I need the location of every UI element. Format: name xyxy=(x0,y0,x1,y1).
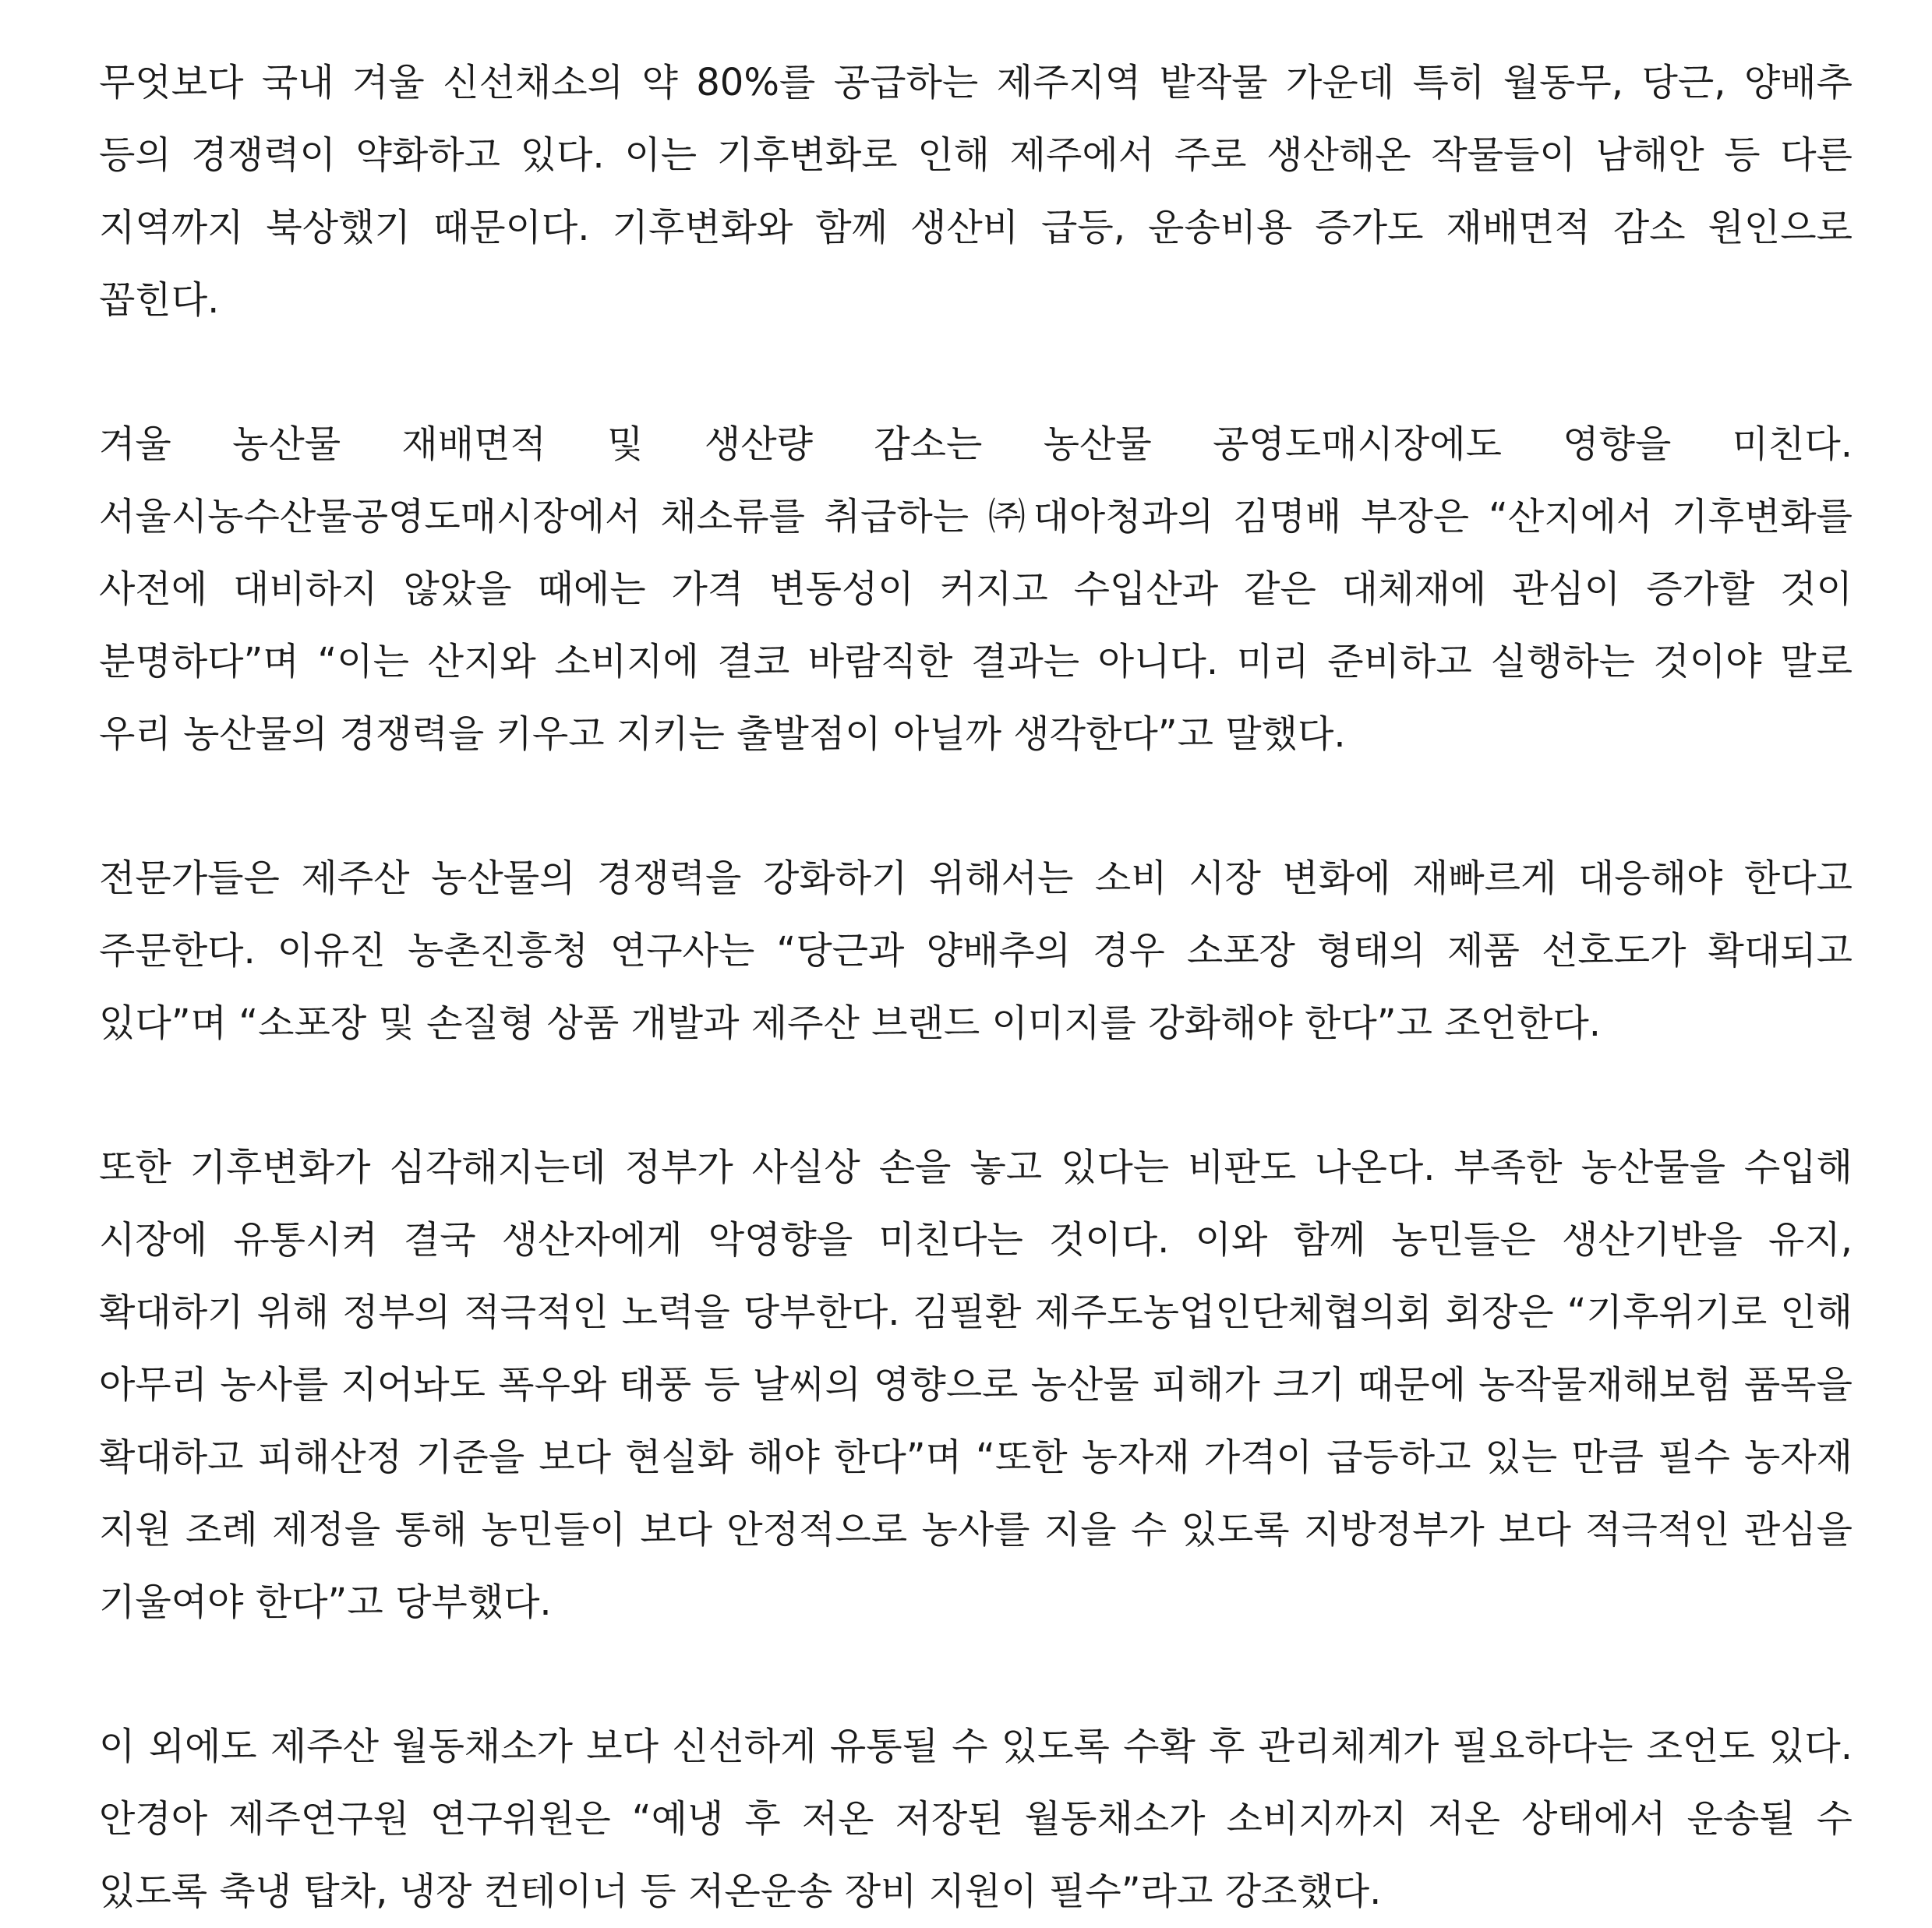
article-paragraph: 전문가들은 제주산 농산물의 경쟁력을 강화하기 위해서는 소비 시장 변화에 재빠르게 대응해야 한다고 주문한다. 이유진 농촌진흥청 연구사는 “당근과 양배추의 경우 소포장 형태의 제품 선호도가 확대되고 있다”며 “소포장 및 손질형 상품 개발과 제주산 브랜드 이미지를 강화해야 한다”고 조언한다. xyxy=(99,856,1853,1045)
article-paragraph: 겨울 농산물 재배면적 및 생산량 감소는 농산물 공영도매시장에도 영향을 미친다. 서울시농수산물공영도매시장에서 채소류를 취급하는 ㈜대아청과의 김명배 부장은 “산지에서 기후변화를 사전에 대비하지 않았을 때에는 가격 변동성이 커지고 수입산과 같은 대체재에 관심이 증가할 것이 분명하다”며 “이는 산지와 소비지에 결코 바람직한 결과는 아니다. 미리 준비하고 실행하는 것이야 말로 우리 농산물의 경쟁력을 키우고 지키는 출발점이 아닐까 생각한다”고 말했다. xyxy=(99,422,1853,756)
article-body xyxy=(99,47,1853,1928)
article-paragraph: 무엇보다 국내 겨울 신선채소의 약 80%를 공급하는 제주지역 밭작물 가운데 특히 월동무, 당근, 양배추 등의 경쟁력이 약화하고 있다. 이는 기후변화로 인해 제주에서 주로 생산해온 작물들이 남해안 등 다른 지역까지 북상했기 때문이다. 기후변화와 함께 생산비 급등, 운송비용 증가도 재배면적 감소 원인으로 꼽힌다. xyxy=(99,61,1853,322)
article-paragraph: 또한 기후변화가 심각해지는데 정부가 사실상 손을 놓고 있다는 비판도 나온다. 부족한 농산물을 수입해 시장에 유통시켜 결국 생산자에게 악영향을 미친다는 것이다. 이와 함께 농민들은 생산기반을 유지, 확대하기 위해 정부의 적극적인 노력을 당부한다. 김필환 제주도농업인단체협의회 회장은 “기후위기로 인해 아무리 농사를 지어놔도 폭우와 태풍 등 날씨의 영향으로 농산물 피해가 크기 때문에 농작물재해보험 품목을 확대하고 피해산정 기준을 보다 현실화 해야 한다”며 “또한 농자재 가격이 급등하고 있는 만큼 필수 농자재 지원 조례 제정을 통해 농민들이 보다 안정적으로 농사를 지을 수 있도록 지방정부가 보다 적극적인 관심을 기울여야 한다”고 당부했다. xyxy=(99,1146,1853,1624)
article-paragraph: 이 외에도 제주산 월동채소가 보다 신선하게 유통될 수 있도록 수확 후 관리체계가 필요하다는 조언도 있다. 안경아 제주연구원 연구위원은 “예냉 후 저온 저장된 월동채소가 소비지까지 저온 상태에서 운송될 수 있도록 축냉 탑차, 냉장 컨테이너 등 저온운송 장비 지원이 필수”라고 강조했다. xyxy=(99,1725,1853,1913)
